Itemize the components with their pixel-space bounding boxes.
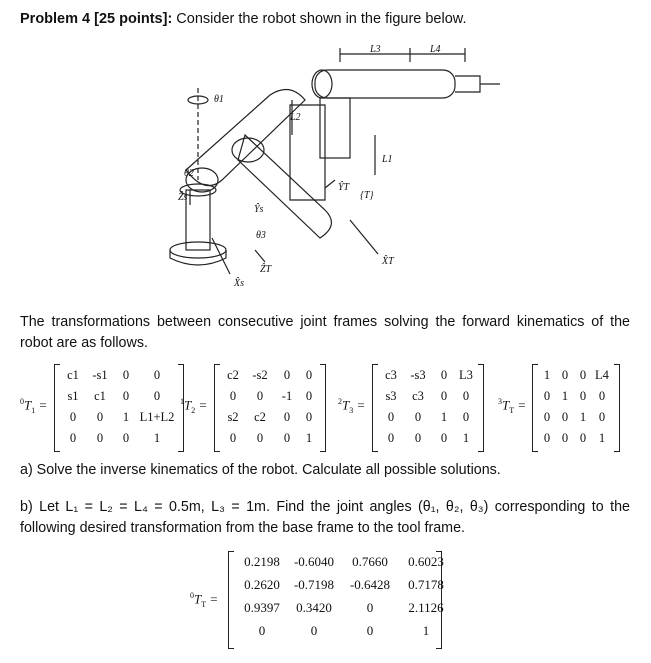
matrix-cell: 0 xyxy=(561,368,569,382)
desired-cell: 0.7660 xyxy=(352,554,388,569)
desired-lhs-pre: 0 xyxy=(190,591,194,600)
matrix-cell: s3 xyxy=(385,389,397,403)
label-XT: X̂T xyxy=(382,256,394,267)
matrix-cell: 1 xyxy=(462,431,470,445)
matrix-lhs-pre: 1 xyxy=(180,397,184,406)
matrix-cell: 1 xyxy=(543,368,551,382)
matrix-cell: 0 xyxy=(229,389,237,403)
matrix-cell: c1 xyxy=(67,368,79,382)
matrix-cell: L4 xyxy=(595,368,609,382)
desired-cell: 0.6023 xyxy=(408,554,444,569)
matrix-cell: 0 xyxy=(414,410,422,424)
matrix-lhs-sub: T xyxy=(509,405,515,415)
desired-cell: 0.3420 xyxy=(296,600,332,615)
label-theta3: θ3 xyxy=(256,230,266,241)
equals-sign: = xyxy=(353,397,366,413)
label-L3: L3 xyxy=(370,44,381,55)
matrix-cell: 0 xyxy=(283,368,291,382)
matrix-cell: 0 xyxy=(283,410,291,424)
label-Z5: Ẑs xyxy=(178,192,188,203)
matrix-cell: c3 xyxy=(385,368,397,382)
matrix-cell: 0 xyxy=(414,431,422,445)
matrix-cell: 0 xyxy=(122,431,130,445)
equals-sign: = xyxy=(206,591,219,607)
desired-lhs-T: T xyxy=(194,591,202,607)
matrix-cell: 0 xyxy=(229,431,237,445)
matrix-cell: s1 xyxy=(67,389,79,403)
desired-cell: 2.1126 xyxy=(408,600,444,615)
matrix-cell: 0 xyxy=(462,389,470,403)
matrix-cell: 1 xyxy=(440,410,448,424)
problem-heading xyxy=(20,11,467,27)
label-theta1: θ1 xyxy=(214,94,224,105)
matrix-cell: 0 xyxy=(579,368,587,382)
matrix-cell: 1 xyxy=(598,431,606,445)
matrix-cell: 0 xyxy=(579,389,587,403)
matrix-cell: 0 xyxy=(387,410,395,424)
matrix-cell: 0 xyxy=(440,431,448,445)
matrix-cell: c2 xyxy=(227,368,239,382)
matrix-lhs-T: T xyxy=(342,397,350,413)
desired-cell: 0 xyxy=(366,600,374,615)
matrix-cell: 0 xyxy=(440,368,448,382)
matrix-cell: s2 xyxy=(227,410,239,424)
desired-cell: 1 xyxy=(422,623,430,638)
matrix-lhs xyxy=(180,397,207,415)
bracket-right xyxy=(478,364,484,452)
desired-cell: -0.7198 xyxy=(293,577,335,592)
matrix-cell: 1 xyxy=(579,410,587,424)
matrix-lhs-pre: 0 xyxy=(20,397,24,406)
matrix-lhs-sub: 3 xyxy=(349,405,354,415)
label-L2: L2 xyxy=(290,112,301,123)
robot-figure xyxy=(150,40,510,290)
matrix-cell: 0 xyxy=(543,410,551,424)
matrix-cell: 0 xyxy=(598,389,606,403)
matrix-cell: 0 xyxy=(543,389,551,403)
matrix-cell: -s3 xyxy=(410,368,426,382)
label-X5: X̂s xyxy=(234,278,244,289)
equals-sign: = xyxy=(514,397,527,413)
desired-transform xyxy=(190,551,450,651)
matrix-cell: c3 xyxy=(412,389,424,403)
matrix-cell: L1+L2 xyxy=(139,410,175,424)
label-Y5: Ŷs xyxy=(254,204,264,215)
matrix-cell: 0 xyxy=(256,389,264,403)
desired-cell: 0.2198 xyxy=(244,554,280,569)
matrix-cell: 1 xyxy=(122,410,130,424)
desired-cell: 0 xyxy=(258,623,266,638)
label-L4: L4 xyxy=(430,44,441,55)
desired-cell: -0.6428 xyxy=(349,577,391,592)
matrix-cell: 0 xyxy=(440,389,448,403)
intro-paragraph: The transformations between consecutive joint frames solving the forward kinematics of the robot are as follows. xyxy=(20,314,630,351)
matrix-cell: -s2 xyxy=(252,368,268,382)
matrix-lhs-T: T xyxy=(184,397,192,413)
label-frame-T: {T} xyxy=(360,190,374,201)
desired-lhs-sub: T xyxy=(201,599,207,609)
problem-label: Problem 4 [25 points]: xyxy=(20,11,173,27)
desired-cell: 0 xyxy=(310,623,318,638)
desired-cell: -0.6040 xyxy=(293,554,335,569)
matrix-cell: 0 xyxy=(305,389,313,403)
matrix-cell: 0 xyxy=(153,368,161,382)
label-ZT: ẐT xyxy=(260,264,272,275)
label-theta2: θ2 xyxy=(184,168,194,179)
matrix-cell: 0 xyxy=(122,389,130,403)
desired-cell: 0.9397 xyxy=(244,600,280,615)
equals-sign: = xyxy=(35,397,48,413)
problem-text: Consider the robot shown in the figure below. xyxy=(172,11,467,27)
matrix-cell: L3 xyxy=(459,368,473,382)
part-b: b) Let L₁ = L₂ = L₄ = 0.5m, L₃ = 1m. Find the joint angles (θ₁, θ₂, θ₃) corresponding to the following desired transformation from the base frame to the tool frame. xyxy=(20,499,630,536)
equals-sign: = xyxy=(195,397,208,413)
matrix-cell: 0 xyxy=(96,410,104,424)
matrix-cell: 0 xyxy=(122,368,130,382)
matrix-lhs-T: T xyxy=(502,397,510,413)
matrix-cell: c1 xyxy=(94,389,106,403)
matrix-lhs xyxy=(338,397,365,415)
matrix-cell: c2 xyxy=(254,410,266,424)
matrix-lhs-T: T xyxy=(24,397,32,413)
desired-cell: 0.2620 xyxy=(244,577,280,592)
transform-matrices xyxy=(20,364,640,454)
matrix-cell: 0 xyxy=(96,431,104,445)
matrix-cell: 0 xyxy=(153,389,161,403)
matrix-cell: 0 xyxy=(462,410,470,424)
desired-cell: 0.7178 xyxy=(408,577,444,592)
matrix-cell: -s1 xyxy=(92,368,108,382)
part-a: a) Solve the inverse kinematics of the robot. Calculate all possible solutions. xyxy=(20,462,501,478)
matrix-cell: 0 xyxy=(561,410,569,424)
bracket-right xyxy=(614,364,620,452)
desired-cell: 0 xyxy=(366,623,374,638)
matrix-cell: -1 xyxy=(281,389,293,403)
matrix-cell: 0 xyxy=(543,431,551,445)
matrix-cell: 0 xyxy=(69,431,77,445)
matrix-cell: 0 xyxy=(69,410,77,424)
bracket-right xyxy=(320,364,326,452)
matrix-cell: 0 xyxy=(579,431,587,445)
matrix-lhs-pre: 2 xyxy=(338,397,342,406)
matrix-cell: 0 xyxy=(305,410,313,424)
matrix-cell: 1 xyxy=(561,389,569,403)
label-L1: L1 xyxy=(382,154,393,165)
matrix-lhs xyxy=(20,397,47,415)
matrix-lhs-sub: 1 xyxy=(31,405,36,415)
matrix-cell: 1 xyxy=(305,431,313,445)
matrix-cell: 0 xyxy=(598,410,606,424)
matrix-lhs xyxy=(498,397,526,415)
label-YT: ŶT xyxy=(338,182,350,193)
desired-lhs xyxy=(190,591,218,609)
matrix-cell: 1 xyxy=(153,431,161,445)
matrix-cell: 0 xyxy=(283,431,291,445)
matrix-cell: 0 xyxy=(256,431,264,445)
matrix-lhs-sub: 2 xyxy=(191,405,196,415)
matrix-lhs-pre: 3 xyxy=(498,397,502,406)
matrix-cell: 0 xyxy=(387,431,395,445)
matrix-cell: 0 xyxy=(561,431,569,445)
matrix-cell: 0 xyxy=(305,368,313,382)
